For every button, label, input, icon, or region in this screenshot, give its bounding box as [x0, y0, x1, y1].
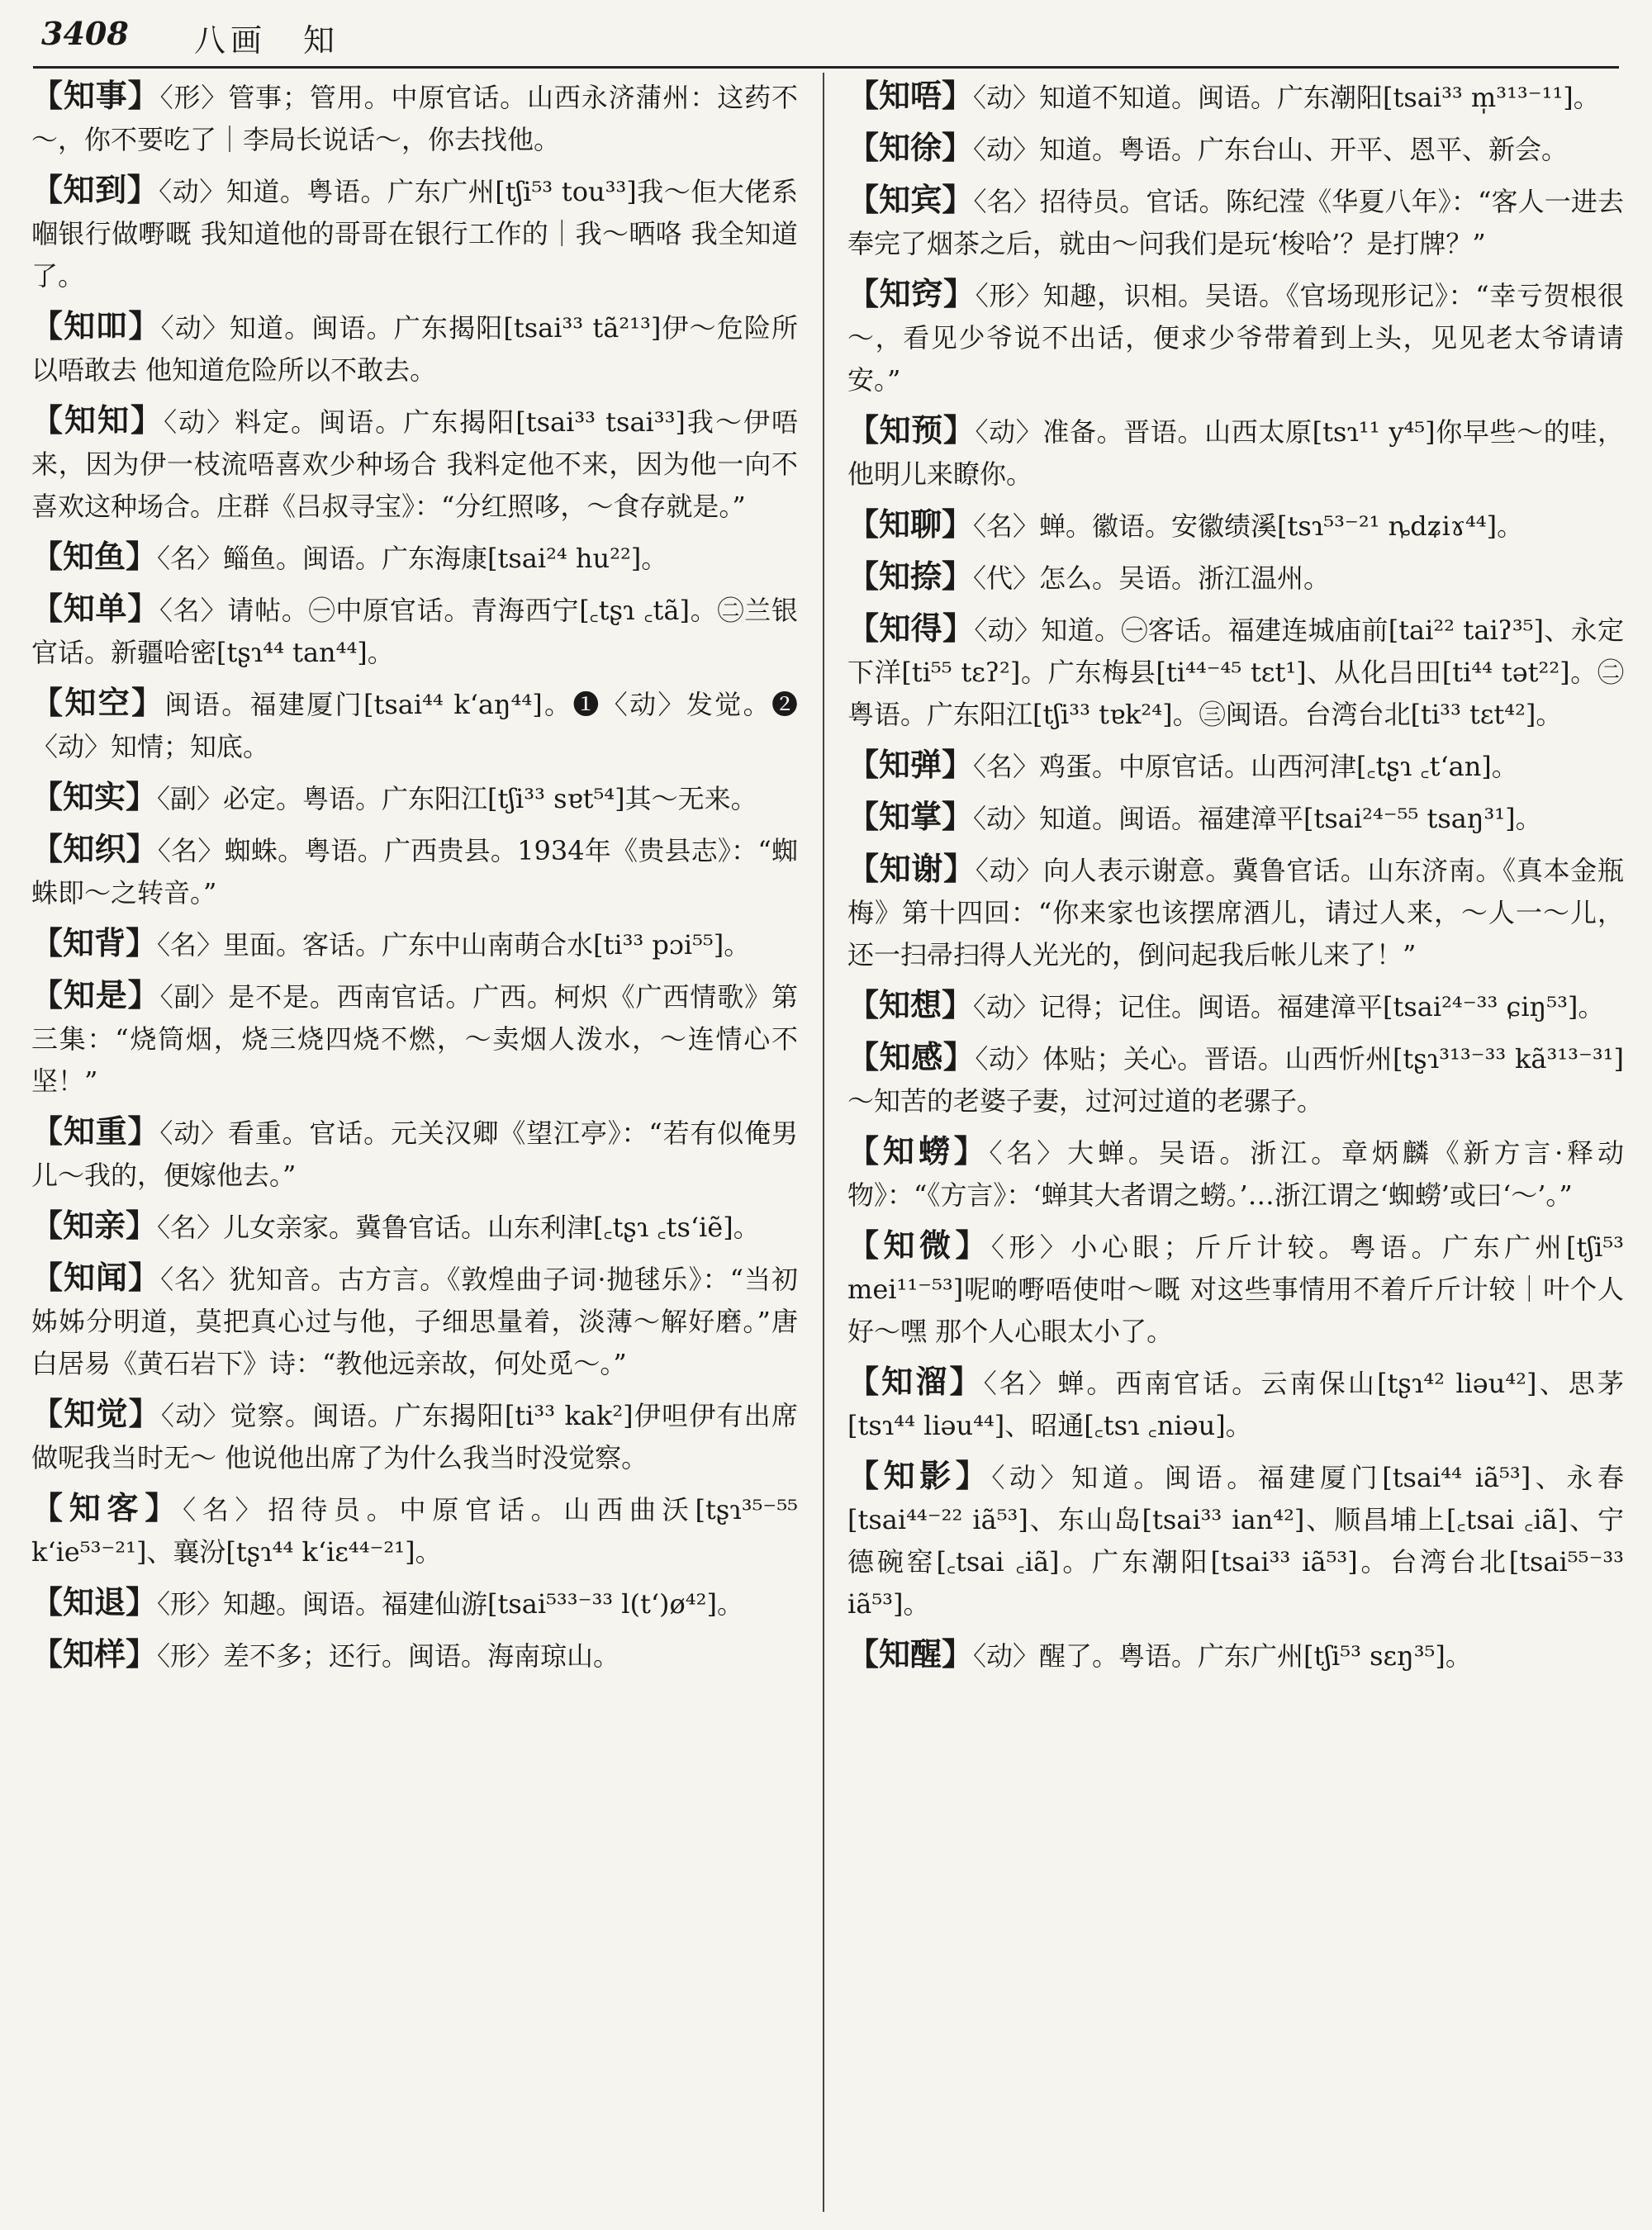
entry-headword: 【知鱼】: [31, 538, 158, 575]
section-title: 八画 知: [194, 22, 340, 59]
entry-definition: 〈动〉知道。粤语。广东广州[tʃi⁵³ tou³³]我～佢大佬系嗰银行做嘢嘅 我知道他的哥哥在银行工作的｜我～晒咯 我全知道了。: [31, 176, 798, 292]
entry-definition: 〈动〉体贴；关心。晋语。山西忻州[tʂɿ³¹³⁻³³ kã³¹³⁻³¹]～知苦的老婆子妻，过河过道的老骡子。: [847, 1043, 1624, 1117]
entry-headword: 【知织】: [31, 830, 158, 867]
entry-definition: 〈动〉知道不知道。闽语。广东潮阳[tsai³³ m̩³¹³⁻¹¹]。: [973, 82, 1600, 113]
entry-definition: 〈名〉蝉。西南官话。云南保山[tʂɿ⁴² liəu⁴²]、思茅[tsɿ⁴⁴ liəu⁴⁴]、昭通[꜀tsɿ ꜀niəu]。: [847, 1368, 1624, 1441]
dictionary-entry: [31, 74, 798, 161]
dictionary-entry: [847, 1360, 1624, 1447]
entry-headword: 【知谢】: [847, 850, 976, 887]
entry-headword: 【知样】: [31, 1635, 158, 1672]
entry-headword: 【知得】: [847, 610, 975, 647]
dictionary-entry: [31, 535, 798, 580]
entry-definition: 〈动〉向人表示谢意。冀鲁官话。山东济南。《真本金瓶梅》第十四回：“你来家也该摆席酒儿，请过人来，～人一～儿，还一扫帚扫得人光光的，倒问起我后帐儿来了！”: [847, 855, 1624, 970]
dictionary-entry: [31, 1487, 798, 1573]
dictionary-entry: [31, 1256, 798, 1385]
dictionary-entry: [847, 795, 1624, 840]
entry-definition: 闽语。福建厦门[tsai⁴⁴ k‘aŋ⁴⁴]。❶〈动〉发觉。❷〈动〉知情；知底。: [31, 689, 798, 762]
entry-headword: 【知单】: [31, 590, 160, 627]
entry-headword: 【知窍】: [847, 275, 976, 312]
dictionary-entry: [31, 399, 798, 528]
header-rule: [33, 66, 1619, 69]
entry-headword: 【知想】: [847, 986, 974, 1023]
page-number: 3408: [41, 15, 129, 52]
dictionary-entry: [31, 1204, 798, 1249]
entry-definition: 〈动〉醒了。粤语。广东广州[tʃi⁵³ sɛŋ³⁵]。: [973, 1640, 1472, 1672]
entry-definition: 〈动〉知道。闽语。广东揭阳[tsai³³ tã²¹³]伊～危险所以唔敢去 他知道危险所以不敢去。: [31, 312, 798, 386]
dictionary-entry: [847, 126, 1624, 171]
dictionary-entry: [847, 1224, 1624, 1353]
entry-definition: 〈动〉觉察。闽语。广东揭阳[ti³³ kak²]伊呾伊有出席做呢我当时无～ 他说他出席了为什么我当时没觉察。: [31, 1400, 798, 1473]
entry-headword: 【知客】: [31, 1489, 183, 1526]
dictionary-entry: [847, 607, 1624, 736]
right-column: [847, 74, 1624, 2222]
entry-definition: 〈副〉必定。粤语。广东阳江[tʃi³³ sɐt⁵⁴]其～无来。: [157, 783, 757, 814]
dictionary-entry: [847, 1633, 1624, 1677]
entry-headword: 【知聊】: [847, 505, 974, 543]
entry-definition: 〈名〉招待员。中原官话。山西曲沃[tʂɿ³⁵⁻⁵⁵ k‘ie⁵³⁻²¹]、襄汾[tʂɿ⁴⁴ k‘iɛ⁴⁴⁻²¹]。: [31, 1494, 798, 1568]
dictionary-entry: [847, 1130, 1624, 1217]
entry-definition: 〈代〉怎么。吴语。浙江温州。: [973, 562, 1331, 594]
dictionary-entry: [31, 1581, 798, 1625]
entry-definition: 〈名〉招待员。官话。陈纪滢《华夏八年》：“客人一进去奉完了烟茶之后，就由～问我们是玩‘梭哈’？是打牌？”: [847, 186, 1624, 259]
entry-definition: 〈动〉料定。闽语。广东揭阳[tsai³³ tsai³³]我～伊唔来，因为伊一枝流唔喜欢少种场合 我料定他不来，因为他一向不喜欢这种场合。庄群《吕叔寻宝》：“分红照哆，～食存就是。”: [31, 406, 798, 522]
dictionary-entry: [31, 776, 798, 820]
entry-definition: 〈形〉差不多；还行。闽语。海南琼山。: [157, 1640, 620, 1672]
entry-definition: 〈动〉记得；记住。闽语。福建漳平[tsai²⁴⁻³³ ɕiŋ⁵³]。: [973, 991, 1605, 1022]
entry-definition: 〈形〉管事；管用。中原官话。山西永济蒲州：这药不～，你不要吃了｜李局长说话～，你去找他。: [31, 82, 798, 155]
entry-headword: 【知背】: [31, 924, 158, 961]
column-divider: [823, 73, 824, 2212]
dictionary-entry: [31, 1393, 798, 1479]
entry-definition: 〈名〉蝉。徽语。安徽绩溪[tsɿ⁵³⁻²¹ ȵdʑiɤ⁴⁴]。: [973, 510, 1524, 542]
entry-definition: 〈名〉请帖。㊀中原官话。青海西宁[꜀tʂɿ ꜀tã]。㊁兰银官话。新疆哈密[tʂɿ⁴⁴ tan⁴⁴]。: [31, 595, 798, 668]
entry-headword: 【知蟧】: [847, 1132, 990, 1170]
entry-definition: 〈名〉鸡蛋。中原官话。山西河津[꜀tʂɿ ꜀t‘an]。: [973, 751, 1518, 782]
dictionary-entry: [847, 503, 1624, 548]
dictionary-entry: [847, 555, 1624, 600]
dictionary-entry: [847, 273, 1624, 401]
dictionary-entry: [31, 1633, 798, 1677]
dictionary-entry: [847, 409, 1624, 496]
entry-headword: 【知感】: [847, 1038, 976, 1075]
entry-headword: 【知影】: [847, 1457, 992, 1494]
entry-definition: 〈动〉知道。闽语。福建厦门[tsai⁴⁴ iã⁵³]、永春[tsai⁴⁴⁻²² iã⁵³]、东山岛[tsai³³ ian⁴²]、顺昌埔上[꜀tsai ꜀iã]、宁德碗窑[꜀tsai ꜀iã]。广东潮阳[tsai³³ iã⁵³]。台湾台北[tsai⁵⁵⁻³³ iã⁵³]。: [847, 1462, 1624, 1620]
entry-headword: 【知亲】: [31, 1207, 158, 1244]
entry-definition: 〈名〉蜘蛛。粤语。广西贵县。1934年《贵县志》：“蜘蛛即～之转音。”: [31, 835, 798, 909]
entry-headword: 【知唔】: [847, 77, 974, 114]
entry-definition: 〈名〉犹知音。古方言。《敦煌曲子词·抛毬乐》：“当初姊姊分明道，莫把真心过与他，子细思量着，淡薄～解好磨。”唐白居易《黄石岩下》诗：“教他远亲故，何处觅～。”: [31, 1264, 798, 1379]
entry-headword: 【知退】: [31, 1583, 158, 1620]
entry-definition: 〈动〉知道。粤语。广东台山、开平、恩平、新会。: [973, 134, 1569, 165]
dictionary-entry: [847, 1036, 1624, 1122]
entry-headword: 【知空】: [31, 684, 165, 721]
dictionary-entry: [847, 847, 1624, 976]
dictionary-entry: [847, 1454, 1624, 1625]
entry-headword: 【知捺】: [847, 558, 974, 595]
entry-headword: 【知觉】: [31, 1395, 161, 1432]
dictionary-entry: [31, 828, 798, 914]
entry-definition: 〈动〉看重。官话。元关汉卿《望江亭》：“若有似俺男儿～我的，便嫁他去。”: [31, 1117, 798, 1191]
dictionary-entry: [847, 74, 1624, 119]
entry-definition: 〈动〉知道。闽语。福建漳平[tsai²⁴⁻⁵⁵ tsaŋ³¹]。: [973, 803, 1542, 834]
entry-headword: 【知重】: [31, 1113, 160, 1150]
entry-definition: 〈副〉是不是。西南官话。广西。柯炽《广西情歌》第三集：“烧筒烟，烧三烧四烧不燃，～卖烟人泼水，～连情心不坚！”: [31, 981, 798, 1097]
entry-headword: 【知预】: [847, 411, 976, 448]
left-column: [31, 74, 798, 2222]
dictionary-entry: [31, 974, 798, 1103]
entry-definition: 〈形〉知趣。闽语。福建仙游[tsai⁵³³⁻³³ l(t‘)ø⁴²]。: [157, 1588, 743, 1620]
dictionary-entry: [847, 743, 1624, 788]
dictionary-entry: [31, 922, 798, 966]
entry-headword: 【知知】: [31, 401, 164, 439]
entry-definition: 〈动〉知道。㊀客话。福建连城庙前[tai²² taiʔ³⁵]、永定下洋[ti⁵⁵ tɛʔ²]。广东梅县[ti⁴⁴⁻⁴⁵ tɛt¹]、从化吕田[ti⁴⁴ tət²²]。㊁粤语。广东阳江[tʃi³³ tɐk²⁴]。㊂闽语。台湾台北[ti³³ tɛt⁴²]。: [847, 614, 1624, 730]
entry-headword: 【知醒】: [847, 1635, 974, 1672]
page-header: [41, 15, 1619, 64]
entry-headword: 【知宾】: [847, 181, 974, 218]
entry-headword: 【知弹】: [847, 746, 974, 783]
entry-headword: 【知实】: [31, 778, 158, 815]
entry-headword: 【知闻】: [31, 1259, 161, 1296]
entry-definition: 〈动〉准备。晋语。山西太原[tsɿ¹¹ y⁴⁵]你早些～的哇，他明儿来瞭你。: [847, 416, 1624, 490]
entry-definition: 〈名〉鲻鱼。闽语。广东海康[tsai²⁴ hu²²]。: [157, 543, 668, 574]
entry-definition: 〈名〉里面。客话。广东中山南萌合水[ti³³ pɔi⁵⁵]。: [157, 929, 751, 961]
dictionary-entry: [31, 1110, 798, 1197]
dictionary-entry: [31, 681, 798, 768]
entry-definition: 〈形〉小心眼；斤斤计较。粤语。广东广州[tʃi⁵³ mei¹¹⁻⁵³]呢啲嘢唔使咁～嘅 对这些事情用不着斤斤计较｜叶个人好～嘿 那个人心眼太小了。: [847, 1231, 1624, 1347]
dictionary-entry: [31, 305, 798, 391]
dictionary-entry: [31, 168, 798, 297]
dictionary-entry: [847, 984, 1624, 1028]
entry-definition: 〈名〉大蝉。吴语。浙江。章炳麟《新方言·释动物》：“《方言》：‘蝉其大者谓之蟧。’…浙江谓之‘蜘蟧’或曰‘～’。”: [847, 1137, 1624, 1211]
entry-headword: 【知溜】: [847, 1363, 984, 1400]
entry-headword: 【知掌】: [847, 798, 974, 835]
entry-definition: 〈名〉儿女亲家。冀鲁官话。山东利津[꜀tʂɿ ꜀ts‘iẽ]。: [157, 1212, 760, 1243]
entry-headword: 【知微】: [847, 1226, 991, 1264]
dictionary-entry: [847, 178, 1624, 265]
entry-definition: 〈形〉知趣，识相。吴语。《官场现形记》：“幸亏贺根很～，看见少爷说不出话，便求少爷带着到上头，见见老太爷请请安。”: [847, 280, 1624, 396]
entry-headword: 【知徐】: [847, 129, 974, 166]
entry-headword: 【知到】: [31, 171, 159, 208]
entry-headword: 【知事】: [31, 77, 160, 114]
entry-headword: 【知是】: [31, 976, 160, 1013]
entry-headword: 【知吅】: [31, 307, 161, 344]
dictionary-entry: [31, 587, 798, 674]
